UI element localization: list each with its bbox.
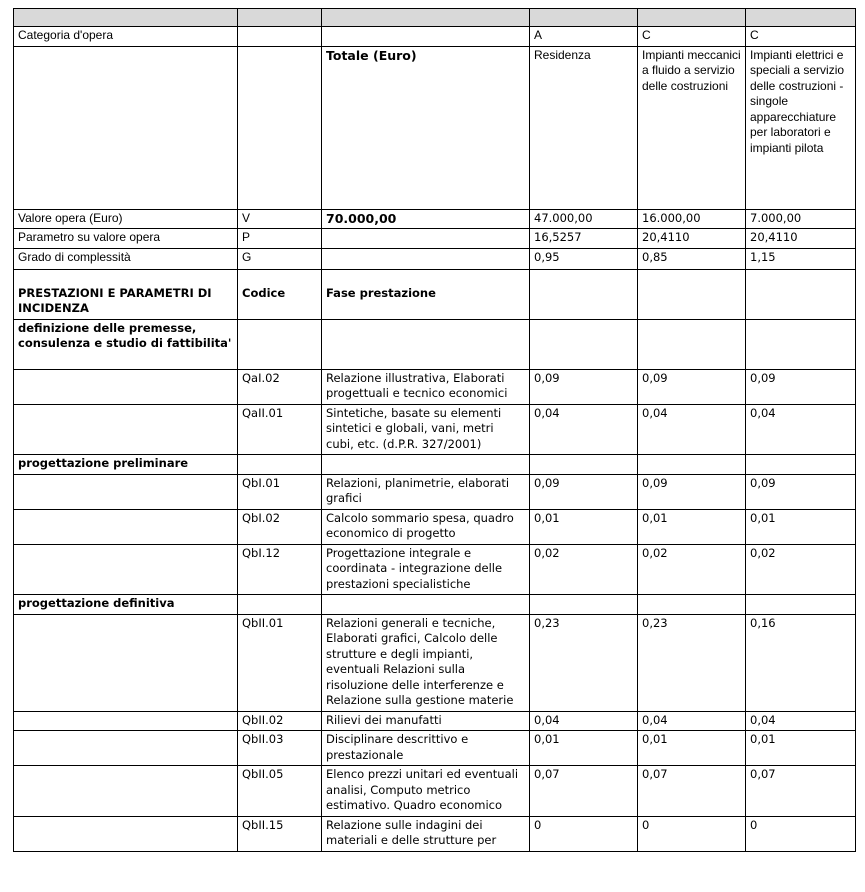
category-label: Categoria d'opera <box>14 27 238 47</box>
item-value-a: 0,09 <box>530 369 638 404</box>
table-row <box>14 404 856 455</box>
empty-cell <box>530 269 638 319</box>
item-value-a: 0,02 <box>530 544 638 595</box>
item-code: QbII.01 <box>238 614 322 711</box>
item-phase: Relazioni generali e tecniche, Elaborati grafici, Calcolo delle strutture e degli impianti, eventuali Relazioni sulla risoluzione delle interferenze e Relazione sulla gestione materie <box>322 614 530 711</box>
item-value-c2: 0,04 <box>746 404 856 455</box>
item-value-c2: 0,09 <box>746 369 856 404</box>
item-phase: Progettazione integrale e coordinata - integrazione delle prestazioni specialistiche <box>322 544 530 595</box>
table-row <box>14 766 856 817</box>
valore-a: 47.000,00 <box>530 209 638 229</box>
item-phase: Calcolo sommario spesa, quadro economico di progetto <box>322 509 530 544</box>
item-value-a: 0,04 <box>530 711 638 731</box>
header-cell <box>530 9 638 27</box>
empty-cell <box>746 595 856 615</box>
section-title: definizione delle premesse, consulenza e studio di fattibilita' <box>14 319 238 369</box>
item-value-c1: 0,01 <box>638 731 746 766</box>
item-code: QaII.01 <box>238 404 322 455</box>
header-cell <box>746 9 856 27</box>
empty-cell <box>14 369 238 404</box>
grado-c1: 0,85 <box>638 248 746 269</box>
item-phase: Sintetiche, basate su elementi sintetici e globali, vani, metri cubi, etc. (d.P.R. 327/2001) <box>322 404 530 455</box>
grado-row <box>14 248 856 269</box>
item-code: QaI.02 <box>238 369 322 404</box>
table-row <box>14 544 856 595</box>
category-names-row <box>14 46 856 209</box>
item-value-c1: 0,09 <box>638 474 746 509</box>
prestazioni-heading: PRESTAZIONI E PARAMETRI DI INCIDENZA <box>14 269 238 319</box>
parametro-a: 16,5257 <box>530 229 638 249</box>
item-value-c2: 0 <box>746 816 856 851</box>
table-row <box>14 474 856 509</box>
item-value-a: 0 <box>530 816 638 851</box>
header-cell <box>322 9 530 27</box>
item-value-c1: 0,04 <box>638 404 746 455</box>
empty-cell <box>14 731 238 766</box>
item-code: QbII.15 <box>238 816 322 851</box>
empty-cell <box>238 319 322 369</box>
item-value-a: 0,09 <box>530 474 638 509</box>
item-code: QbI.01 <box>238 474 322 509</box>
parametro-label: Parametro su valore opera <box>14 229 238 249</box>
item-value-c2: 0,02 <box>746 544 856 595</box>
table-row <box>14 816 856 851</box>
section-row <box>14 455 856 475</box>
category-name-c2: Impianti elettrici e speciali a servizio delle costruzioni - singole apparecchiature per laboratori e impianti pilota <box>746 46 856 209</box>
empty-cell <box>238 46 322 209</box>
empty-cell <box>238 595 322 615</box>
valore-label: Valore opera (Euro) <box>14 209 238 229</box>
header-cell <box>238 9 322 27</box>
item-value-c2: 0,01 <box>746 731 856 766</box>
codice-heading: Codice <box>238 269 322 319</box>
empty-cell <box>322 595 530 615</box>
parametro-c1: 20,4110 <box>638 229 746 249</box>
item-value-c1: 0,01 <box>638 509 746 544</box>
sections-body <box>14 319 856 851</box>
empty-cell <box>14 46 238 209</box>
empty-cell <box>638 455 746 475</box>
grado-code: G <box>238 248 322 269</box>
section-row <box>14 595 856 615</box>
item-code: QbI.02 <box>238 509 322 544</box>
empty-cell <box>746 269 856 319</box>
category-row <box>14 27 856 47</box>
empty-cell <box>530 595 638 615</box>
parametro-row <box>14 229 856 249</box>
empty-cell <box>638 269 746 319</box>
item-value-a: 0,01 <box>530 509 638 544</box>
section-row <box>14 319 856 369</box>
item-value-a: 0,23 <box>530 614 638 711</box>
item-value-c1: 0,23 <box>638 614 746 711</box>
category-name-a: Residenza <box>530 46 638 209</box>
item-value-a: 0,07 <box>530 766 638 817</box>
item-phase: Relazione sulle indagini dei materiali e delle strutture per <box>322 816 530 851</box>
header-band <box>14 9 856 27</box>
empty-cell <box>14 509 238 544</box>
item-phase: Disciplinare descrittivo e prestazionale <box>322 731 530 766</box>
grado-c2: 1,15 <box>746 248 856 269</box>
item-phase: Rilievi dei manufatti <box>322 711 530 731</box>
empty-cell <box>322 248 530 269</box>
valore-c2: 7.000,00 <box>746 209 856 229</box>
item-code: QbII.03 <box>238 731 322 766</box>
fee-table <box>13 8 856 852</box>
empty-cell <box>322 27 530 47</box>
valore-total: 70.000,00 <box>322 209 530 229</box>
table-row <box>14 509 856 544</box>
grado-label: Grado di complessità <box>14 248 238 269</box>
table-row <box>14 369 856 404</box>
empty-cell <box>14 766 238 817</box>
item-code: QbII.05 <box>238 766 322 817</box>
item-value-a: 0,04 <box>530 404 638 455</box>
item-value-c2: 0,07 <box>746 766 856 817</box>
header-cell <box>14 9 238 27</box>
valore-c1: 16.000,00 <box>638 209 746 229</box>
empty-cell <box>238 27 322 47</box>
prestazioni-heading-row <box>14 269 856 319</box>
item-code: QbII.02 <box>238 711 322 731</box>
empty-cell <box>14 816 238 851</box>
table-row <box>14 731 856 766</box>
category-a: A <box>530 27 638 47</box>
item-value-c2: 0,01 <box>746 509 856 544</box>
item-value-c1: 0,04 <box>638 711 746 731</box>
parametro-code: P <box>238 229 322 249</box>
grado-a: 0,95 <box>530 248 638 269</box>
category-c2: C <box>746 27 856 47</box>
item-phase: Relazioni, planimetrie, elaborati grafici <box>322 474 530 509</box>
empty-cell <box>14 711 238 731</box>
empty-cell <box>14 404 238 455</box>
section-title: progettazione preliminare <box>14 455 238 475</box>
item-value-a: 0,01 <box>530 731 638 766</box>
empty-cell <box>746 319 856 369</box>
item-value-c1: 0,07 <box>638 766 746 817</box>
empty-cell <box>530 319 638 369</box>
empty-cell <box>14 474 238 509</box>
item-phase: Elenco prezzi unitari ed eventuali analisi, Computo metrico estimativo. Quadro economico <box>322 766 530 817</box>
table-row <box>14 711 856 731</box>
item-value-c2: 0,04 <box>746 711 856 731</box>
empty-cell <box>322 455 530 475</box>
section-title: progettazione definitiva <box>14 595 238 615</box>
parametro-c2: 20,4110 <box>746 229 856 249</box>
item-value-c1: 0,02 <box>638 544 746 595</box>
item-value-c1: 0,09 <box>638 369 746 404</box>
empty-cell <box>530 455 638 475</box>
item-phase: Relazione illustrativa, Elaborati progettuali e tecnico economici <box>322 369 530 404</box>
empty-cell <box>638 595 746 615</box>
header-cell <box>638 9 746 27</box>
total-heading: Totale (Euro) <box>322 46 530 209</box>
empty-cell <box>14 614 238 711</box>
valore-row <box>14 209 856 229</box>
category-name-c1: Impianti meccanici a fluido a servizio delle costruzioni <box>638 46 746 209</box>
table-row <box>14 614 856 711</box>
item-value-c2: 0,16 <box>746 614 856 711</box>
item-code: QbI.12 <box>238 544 322 595</box>
item-value-c2: 0,09 <box>746 474 856 509</box>
empty-cell <box>638 319 746 369</box>
empty-cell <box>238 455 322 475</box>
valore-code: V <box>238 209 322 229</box>
empty-cell <box>322 319 530 369</box>
category-c1: C <box>638 27 746 47</box>
empty-cell <box>14 544 238 595</box>
empty-cell <box>746 455 856 475</box>
empty-cell <box>322 229 530 249</box>
fase-heading: Fase prestazione <box>322 269 530 319</box>
item-value-c1: 0 <box>638 816 746 851</box>
